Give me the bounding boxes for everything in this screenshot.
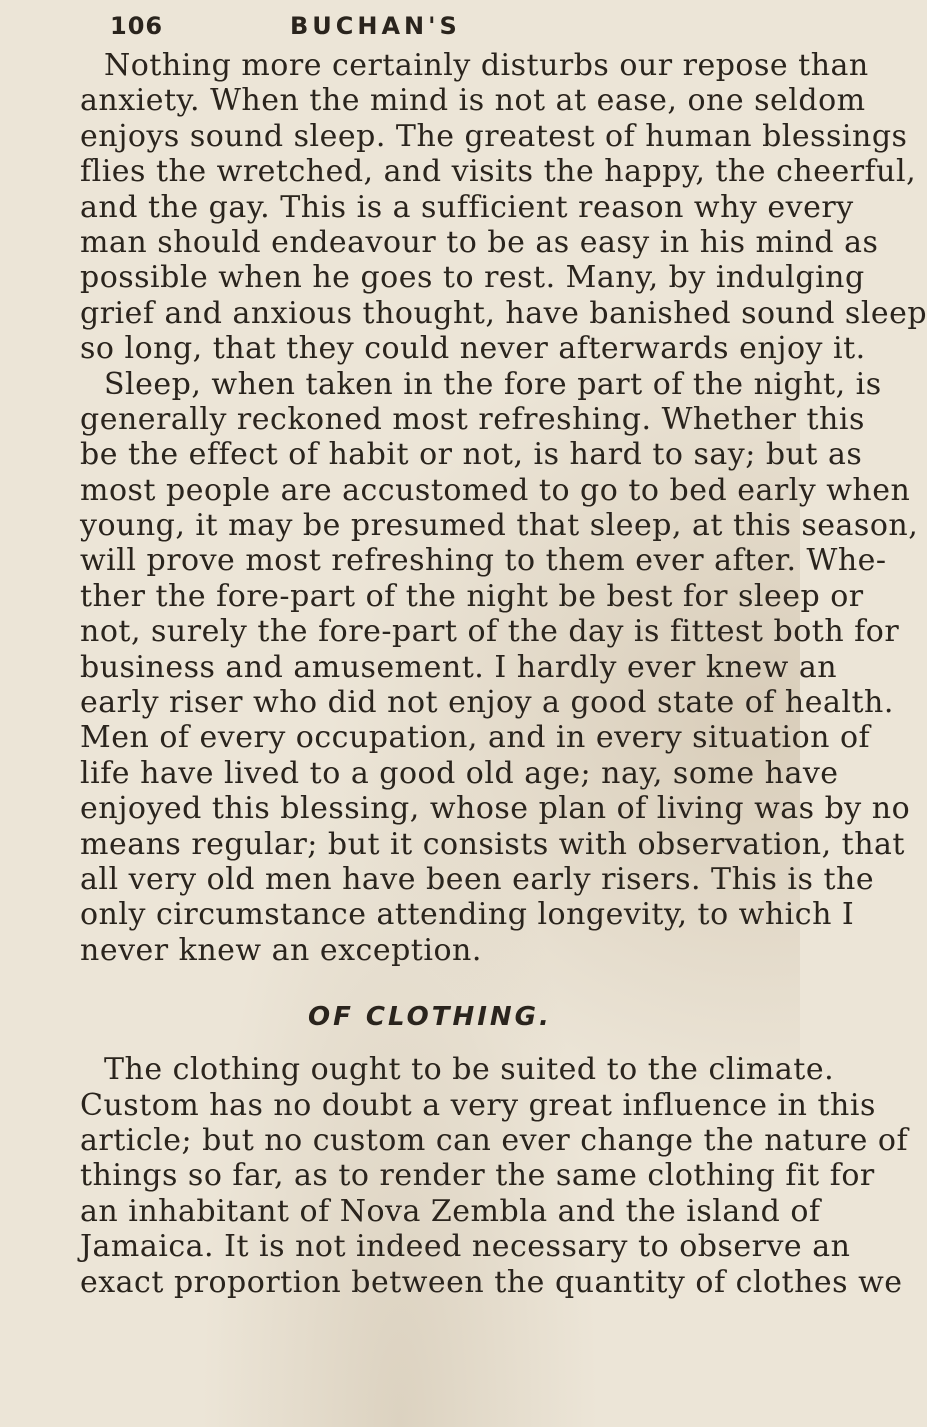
paragraph-sleep-anxiety (80, 48, 927, 367)
text-line: exact proportion between the quantity of clothes we (80, 1264, 903, 1300)
text-line: be the effect of habit or not, is hard to say; but as (80, 437, 863, 473)
text-line: not, surely the fore-part of the day is fittest both for (80, 614, 900, 650)
text-line: will prove most refreshing to them ever after. Whe- (80, 543, 887, 579)
text-line: enjoys sound sleep. The greatest of human blessings (80, 118, 908, 154)
running-title: BUCHAN'S (290, 12, 461, 40)
text-line: Jamaica. It is not indeed necessary to observe an (80, 1229, 851, 1265)
text-line: Sleep, when taken in the fore part of the night, is (104, 366, 882, 402)
text-line: enjoyed this blessing, whose plan of living was by no (80, 791, 911, 827)
text-line: possible when he goes to rest. Many, by indulging (80, 260, 865, 296)
text-line: Men of every occupation, and in every situation of (80, 720, 871, 756)
running-head (110, 12, 610, 44)
page-number: 106 (110, 12, 164, 40)
text-line: and the gay. This is a sufficient reason why every (80, 189, 854, 225)
text-line: only circumstance attending longevity, to which I (80, 897, 855, 933)
text-line: early riser who did not enjoy a good state of health. (80, 685, 894, 721)
text-line: Nothing more certainly disturbs our repose than (104, 48, 869, 83)
text-line: means regular; but it consists with observation, that (80, 826, 905, 862)
text-line: young, it may be presumed that sleep, at this season, (80, 508, 919, 544)
text-line: Custom has no doubt a very great influence in this (80, 1087, 876, 1123)
text-line: man should endeavour to be as easy in his mind as (80, 224, 879, 260)
text-line: life have lived to a good old age; nay, some have (80, 755, 839, 791)
section-heading: OF CLOTHING. (308, 1002, 552, 1033)
text-line: an inhabitant of Nova Zembla and the island of (80, 1193, 821, 1229)
paragraph-early-rising (80, 366, 919, 969)
text-line: generally reckoned most refreshing. Whether this (80, 401, 865, 437)
text-line: business and amusement. I hardly ever knew an (80, 649, 838, 685)
text-line: so long, that they could never afterwards enjoy it. (80, 331, 866, 367)
body-text (80, 48, 927, 1300)
text-line: The clothing ought to be suited to the climate. (104, 1052, 835, 1088)
paragraph-clothing (80, 1052, 909, 1300)
text-line: things so far, as to render the same clothing fit for (80, 1158, 875, 1194)
text-line: grief and anxious thought, have banished sound sleep (80, 295, 927, 331)
text-line: ther the fore-part of the night be best for sleep or (80, 578, 864, 614)
text-line: all very old men have been early risers. This is the (80, 861, 875, 897)
text-line: flies the wretched, and visits the happy, the cheerful, (80, 154, 917, 190)
text-line: anxiety. When the mind is not at ease, one seldom (80, 83, 866, 119)
text-line: most people are accustomed to go to bed early when (80, 472, 911, 508)
text-line: never knew an exception. (80, 932, 482, 968)
text-line: article; but no custom can ever change the nature of (80, 1122, 909, 1158)
